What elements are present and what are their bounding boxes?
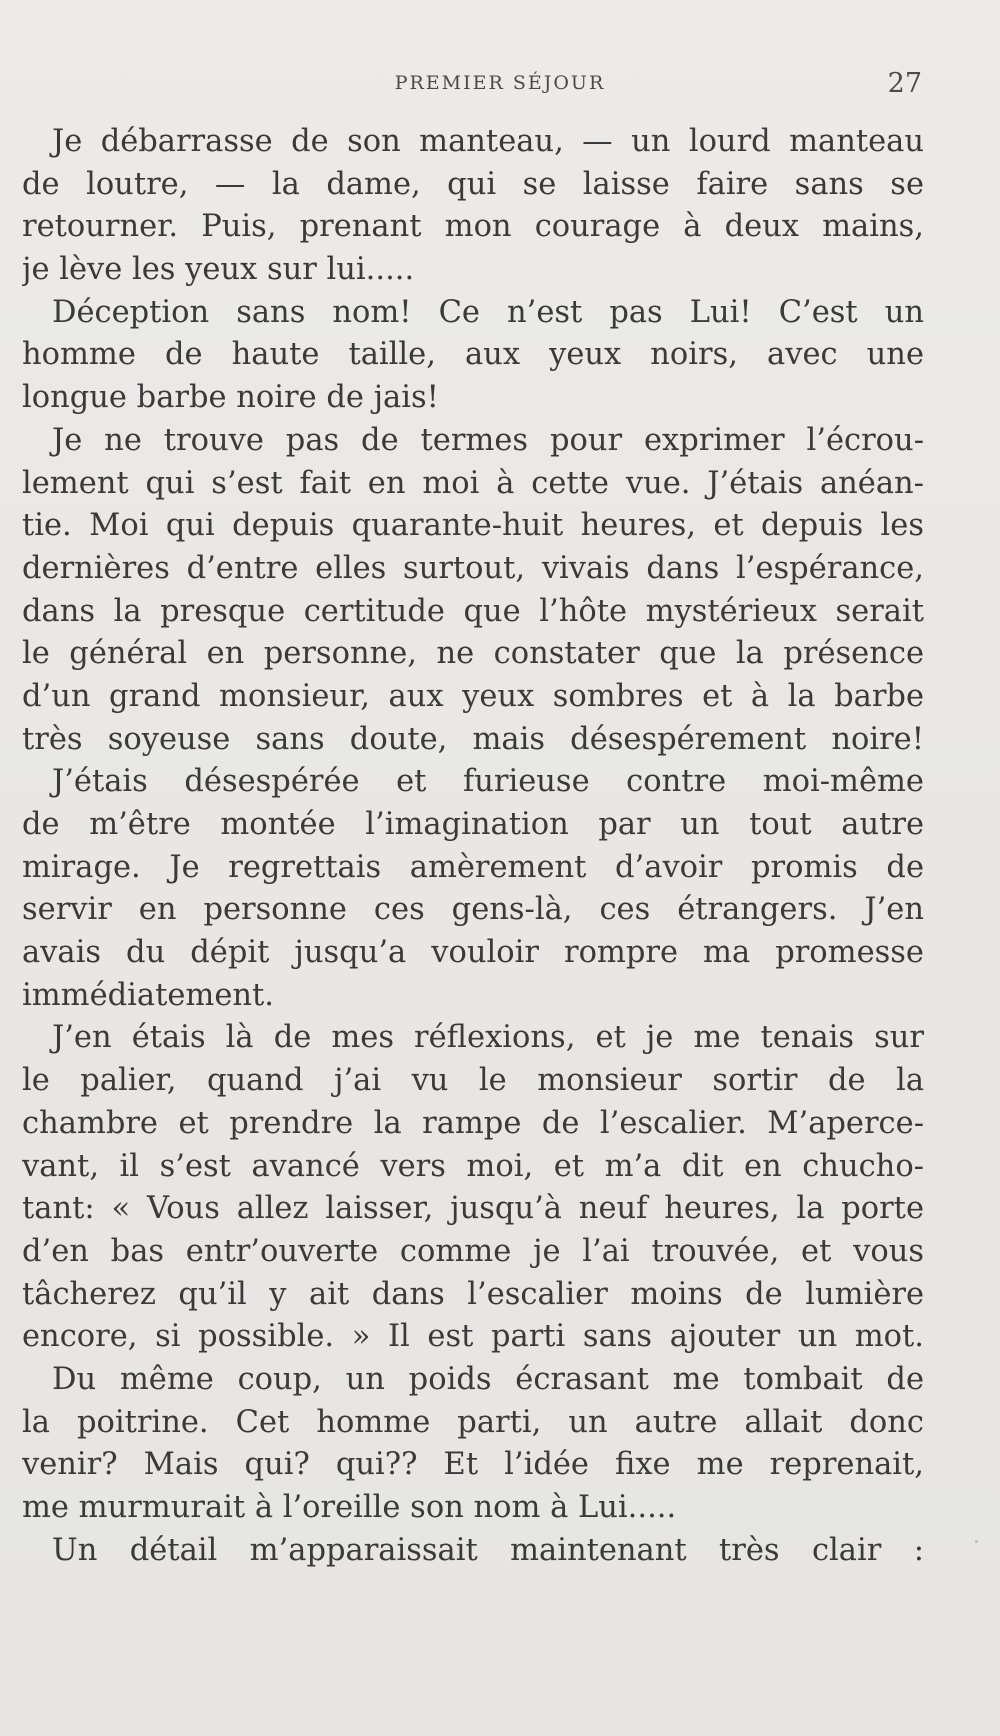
text-line: d’en bas entr’ouverte comme je l’ai trouvée, et vous	[22, 1233, 924, 1269]
text-line: Je débarrasse de son manteau, — un lourd manteau	[52, 124, 924, 159]
text-line: la poitrine. Cet homme parti, un autre allait donc	[22, 1404, 924, 1440]
text-line: je lève les yeux sur lui.....	[22, 252, 415, 288]
text-line: lement qui s’est fait en moi à cette vue. J’étais anéan-	[22, 465, 924, 501]
text-line: tâcherez qu’il y ait dans l’escalier moins de lumière	[22, 1276, 924, 1312]
text-line: retourner. Puis, prenant mon courage à deux mains,	[22, 209, 924, 245]
text-line: Déception sans nom! Ce n’est pas Lui! C’est un	[52, 294, 924, 330]
text-line: mirage. Je regrettais amèrement d’avoir promis de	[22, 849, 924, 885]
text-line: homme de haute taille, aux yeux noirs, avec une	[22, 337, 924, 373]
text-line: longue barbe noire de jais!	[22, 380, 439, 416]
text-line: d’un grand monsieur, aux yeux sombres et à la barbe	[22, 678, 924, 714]
text-line: de loutre, — la dame, qui se laisse faire sans se	[22, 166, 924, 202]
text-line: vant, il s’est avancé vers moi, et m’a dit en chucho-	[22, 1148, 924, 1184]
text-line: Du même coup, un poids écrasant me tombait de	[52, 1361, 924, 1397]
text-line: encore, si possible. » Il est parti sans ajouter un mot.	[22, 1319, 924, 1355]
text-line: tie. Moi qui depuis quarante-huit heures, et depuis les	[22, 508, 924, 544]
text-line: chambre et prendre la rampe de l’escalier. M’aperce-	[22, 1105, 924, 1141]
text-line: me murmurait à l’oreille son nom à Lui.....	[22, 1490, 677, 1525]
text-line: servir en personne ces gens-là, ces étrangers. J’en	[22, 892, 924, 928]
text-line: très soyeuse sans doute, mais désespérement noire!	[22, 721, 924, 757]
text-line: Un détail m’apparaissait maintenant très clair :	[52, 1532, 924, 1568]
text-line: dernières d’entre elles surtout, vivais dans l’espérance,	[22, 550, 924, 586]
text-line: J’étais désespérée et furieuse contre moi-même	[52, 764, 924, 800]
text-line: le général en personne, ne constater que la présence	[22, 636, 924, 672]
text-line: Je ne trouve pas de termes pour exprimer l’écrou-	[52, 422, 924, 458]
text-line: immédiatement.	[22, 977, 274, 1013]
text-line: tant: « Vous allez laisser, jusqu’à neuf heures, la porte	[22, 1191, 924, 1227]
page-number: 27	[887, 68, 922, 99]
paper-speck	[975, 1540, 978, 1543]
text-line: de m’être montée l’imagination par un tout autre	[22, 807, 924, 842]
body-text	[22, 121, 924, 1572]
text-line: dans la presque certitude que l’hôte mystérieux serait	[22, 593, 924, 629]
running-title: PREMIER SÉJOUR	[394, 72, 606, 94]
text-line: venir? Mais qui? qui?? Et l’idée fixe me reprenait,	[22, 1447, 924, 1483]
running-head	[0, 68, 1000, 108]
text-line: J’en étais là de mes réflexions, et je me tenais sur	[52, 1020, 924, 1056]
text-line: avais du dépit jusqu’a vouloir rompre ma promesse	[22, 935, 924, 971]
text-line: le palier, quand j’ai vu le monsieur sortir de la	[22, 1063, 924, 1099]
